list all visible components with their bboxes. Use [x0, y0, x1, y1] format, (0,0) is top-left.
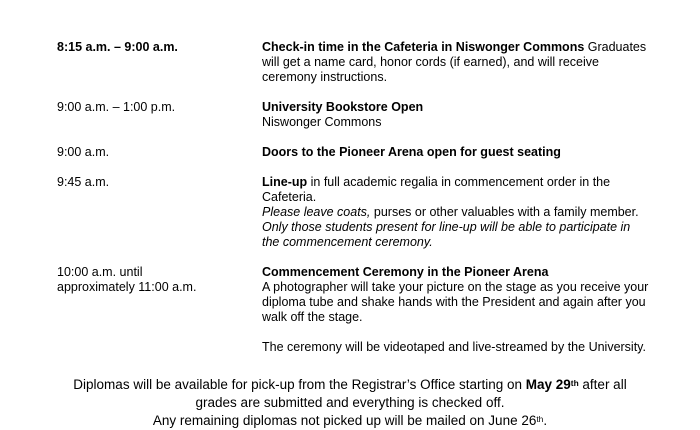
description-paragraph — [262, 100, 651, 115]
text-segment: th — [536, 414, 544, 425]
text-segment: Any remaining diplomas not picked up will be mailed on June 26 — [152, 413, 537, 429]
text-segment: Doors to the Pioneer Arena open for guest seating — [262, 145, 561, 159]
schedule-row — [57, 175, 700, 250]
schedule-row — [57, 145, 700, 160]
text-segment: purses or other valuables with a family member. — [370, 205, 639, 219]
footer-paragraph — [58, 411, 643, 430]
text-segment: Graduates will get a name card, honor cords (if earned), and will receive ceremony instructions. — [262, 40, 647, 84]
description-cell — [262, 175, 651, 250]
schedule-row — [57, 265, 700, 355]
description-paragraph — [262, 205, 651, 250]
text-segment: University Bookstore Open — [262, 100, 424, 114]
time-cell — [57, 100, 262, 130]
description-cell — [262, 265, 651, 355]
schedule-row — [57, 40, 700, 85]
description-paragraph — [262, 145, 651, 160]
text-segment: Only those students present for line-up will be able to participate in the commencement ceremony. — [262, 220, 631, 249]
text-segment: Line-up — [262, 175, 308, 189]
description-cell — [262, 100, 651, 130]
time-cell — [57, 175, 262, 250]
text-segment: Commencement Ceremony in the Pioneer Arena — [262, 265, 549, 279]
description-paragraph — [262, 115, 651, 130]
text-segment: in full academic regalia in commencement order in the Cafeteria. — [262, 175, 611, 204]
description-paragraph — [262, 40, 651, 85]
time-line: 9:45 a.m. — [57, 175, 110, 189]
schedule-row — [57, 100, 700, 130]
time-line: 9:00 a.m. — [57, 145, 110, 159]
description-paragraph — [262, 265, 651, 280]
text-segment: Niswonger Commons — [262, 115, 382, 129]
description-cell — [262, 145, 651, 160]
text-segment: May 29 — [525, 377, 571, 393]
text-segment: The ceremony will be videotaped and live-streamed by the University. — [262, 340, 646, 354]
time-line: approximately 11:00 a.m. — [57, 280, 197, 294]
time-cell — [57, 265, 262, 355]
description-paragraph — [262, 340, 651, 355]
time-line: 9:00 a.m. – 1:00 p.m. — [57, 100, 176, 114]
text-segment: Check-in time in the Cafeteria in Niswonger Commons — [262, 40, 585, 54]
text-segment: Please leave coats, — [262, 205, 371, 219]
description-cell — [262, 40, 651, 85]
description-paragraph — [262, 280, 651, 325]
text-segment: after all grades are submitted and everything is checked off. — [195, 377, 627, 410]
time-cell — [57, 40, 262, 85]
text-segment: . — [543, 413, 548, 429]
text-segment: A photographer will take your picture on the stage as you receive your diploma tube and shake hands with the President and again after you walk off the stage. — [262, 280, 649, 324]
description-paragraph — [262, 175, 651, 205]
footer-paragraph — [58, 375, 643, 411]
text-segment: Diplomas will be available for pick-up from the Registrar’s Office starting on — [73, 377, 526, 393]
text-segment: th — [570, 378, 579, 388]
time-line: 10:00 a.m. until — [57, 265, 143, 279]
time-line: 8:15 a.m. – 9:00 a.m. — [57, 40, 178, 54]
time-cell — [57, 145, 262, 160]
diploma-pickup-note — [0, 375, 700, 430]
